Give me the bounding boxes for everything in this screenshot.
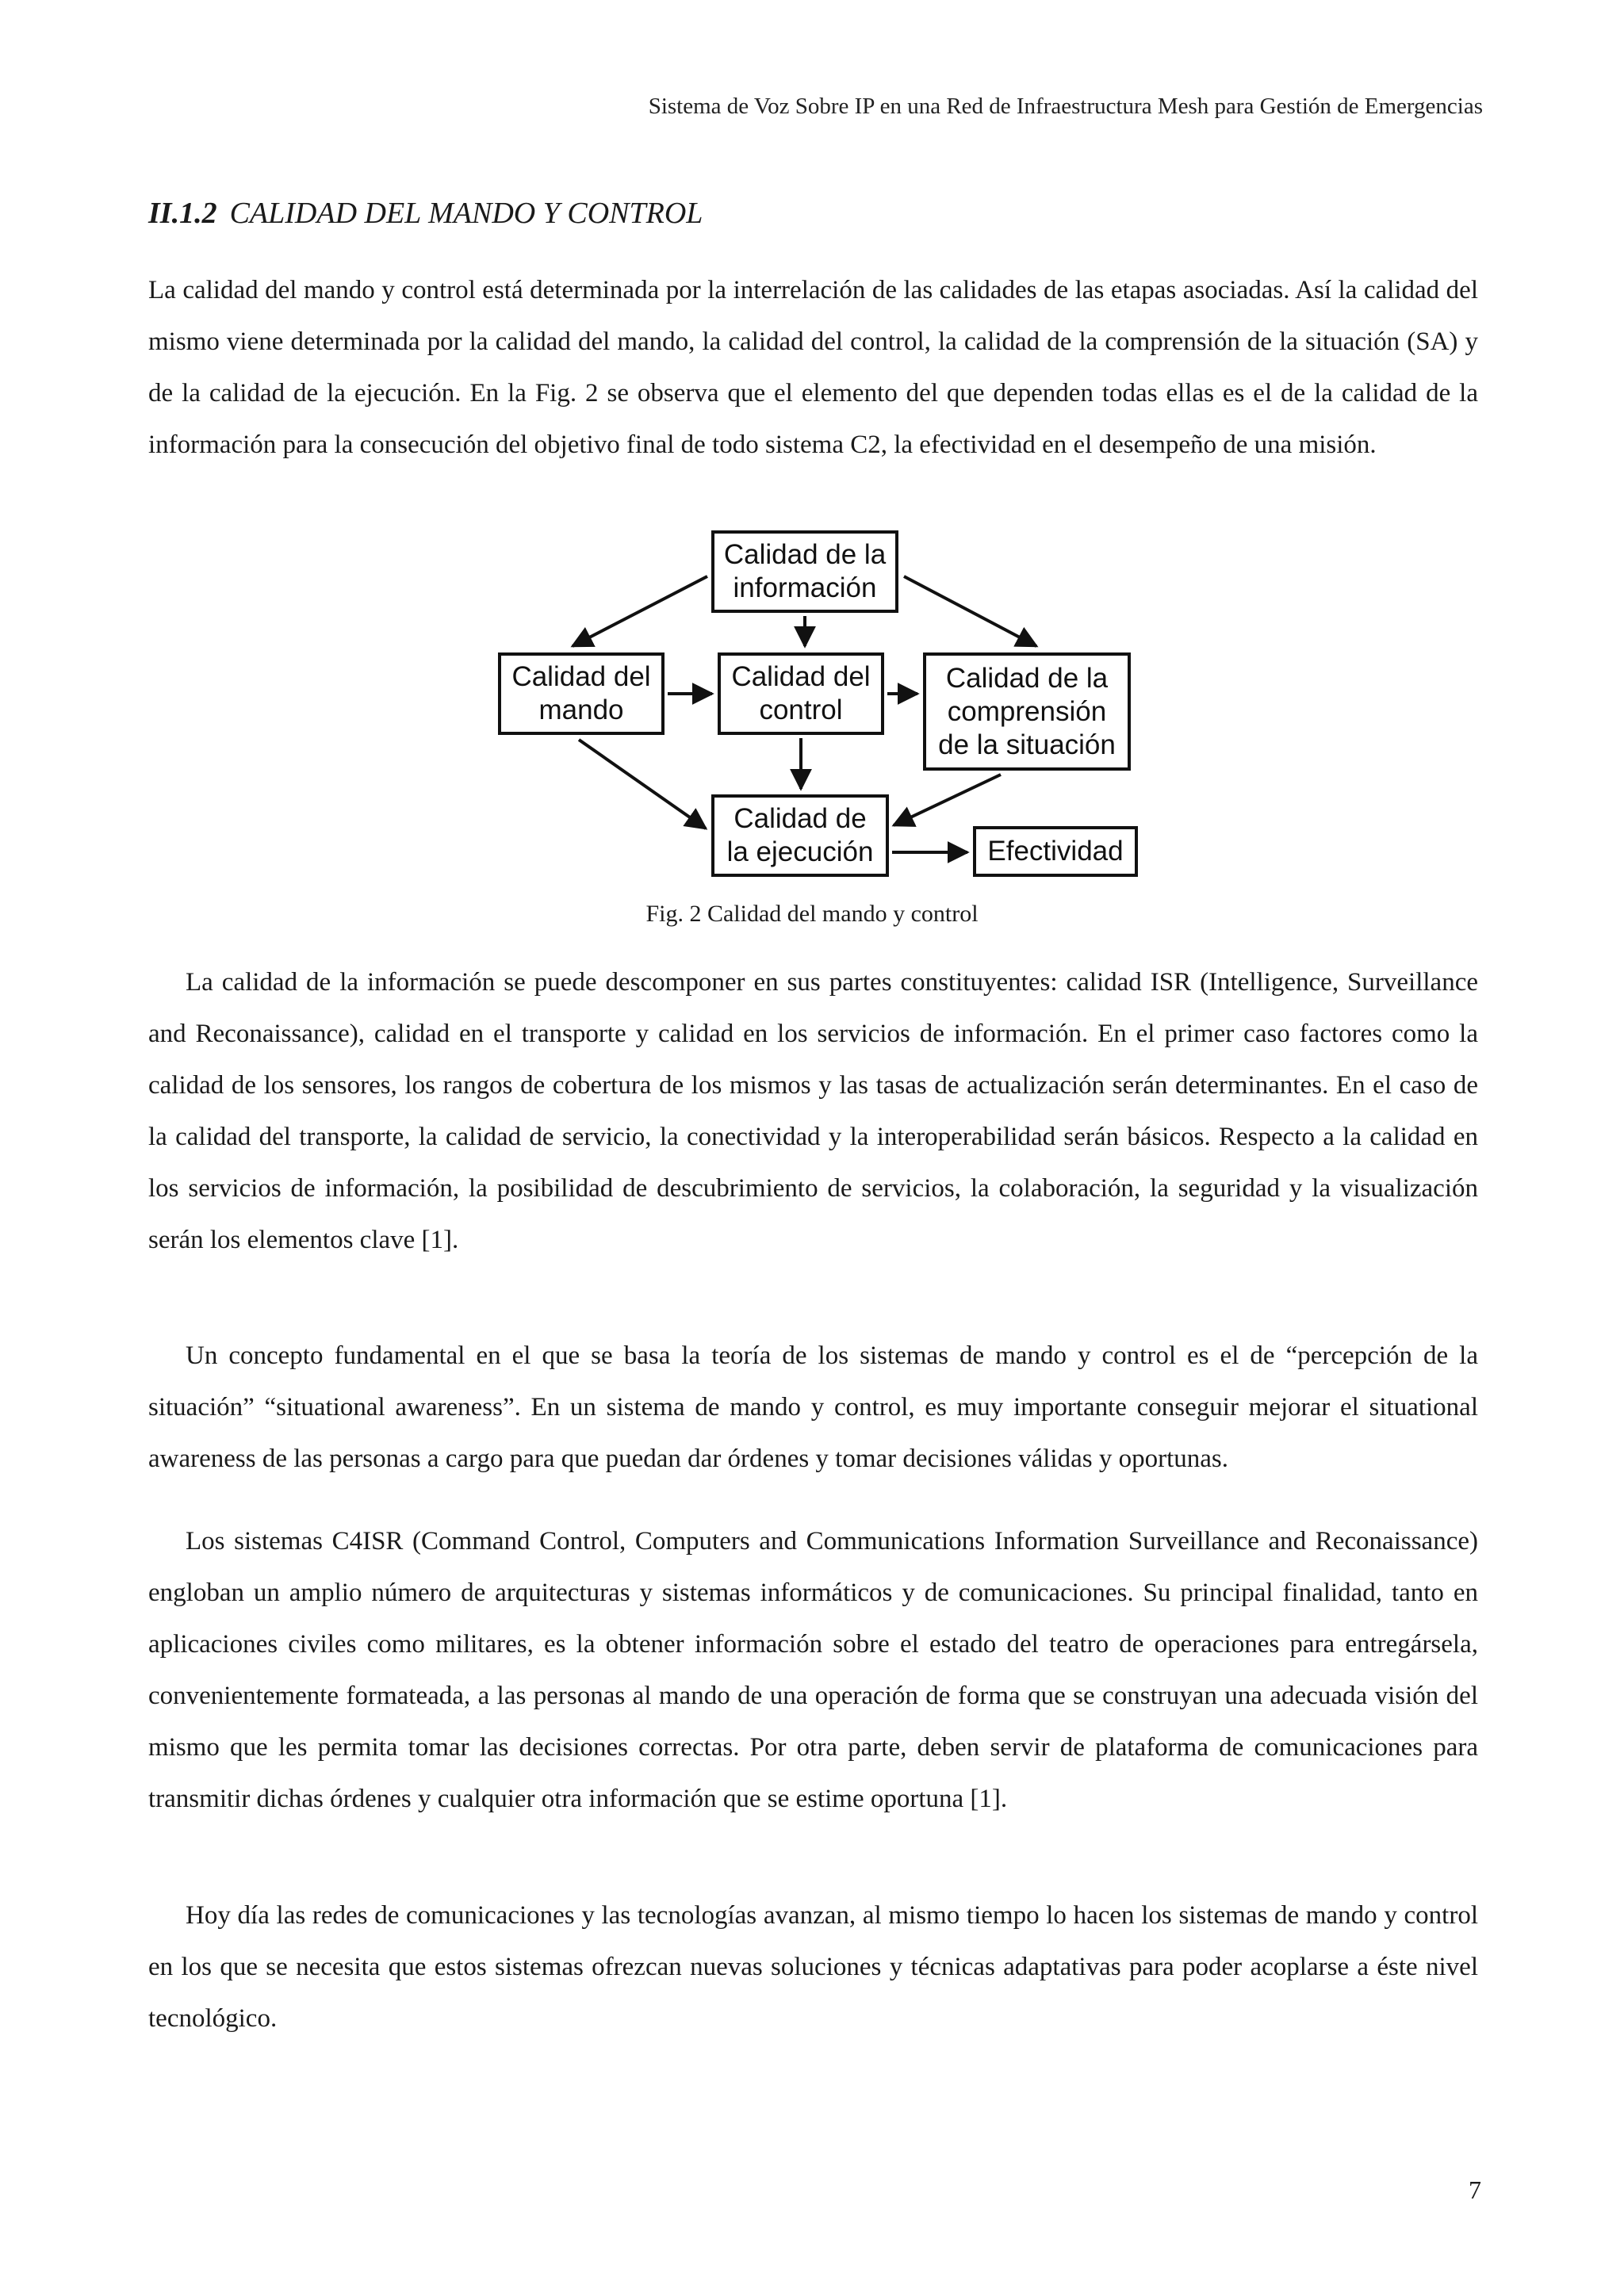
box-calidad-informacion bbox=[711, 530, 898, 613]
paragraph-situational-awareness: Un concepto fundamental en el que se basa la teoría de los sistemas de mando y control es el de “percepción de la situación” “situational awareness”. En un sistema de mando y control, es muy importante conseguir mejorar el situational awareness de las personas a cargo para que puedan dar órdenes y tomar decisiones válidas y oportunas. bbox=[148, 1341, 1478, 1473]
box-comprension-line1: Calidad de la bbox=[945, 662, 1109, 694]
section-number: II.1.2 bbox=[148, 197, 217, 230]
section-title: CALIDAD DEL MANDO Y CONTROL bbox=[229, 197, 703, 230]
quality-diagram bbox=[493, 527, 1143, 880]
box-ejecucion-line1: Calidad de bbox=[733, 803, 867, 834]
box-ejecucion-line2: la ejecución bbox=[726, 836, 874, 867]
box-calidad-ejecucion bbox=[711, 794, 889, 877]
box-calidad-comprension bbox=[923, 652, 1131, 771]
arrow-mando-to-ejecucion bbox=[579, 740, 706, 828]
figure-caption: Fig. 2 Calidad del mando y control bbox=[645, 901, 979, 927]
box-control-line2: control bbox=[759, 695, 843, 725]
box-efectividad bbox=[973, 826, 1138, 877]
box-efectividad-label: Efectividad bbox=[987, 836, 1124, 867]
box-control-line1: Calidad del bbox=[731, 661, 871, 692]
box-info-line1: Calidad de la bbox=[723, 539, 887, 570]
section-heading bbox=[148, 196, 703, 231]
box-mando-line2: mando bbox=[538, 695, 624, 725]
box-calidad-mando bbox=[498, 652, 665, 735]
paragraph-tecnologias: Hoy día las redes de comunicaciones y las tecnologías avanzan, al mismo tiempo lo hacen los sistemas de mando y control en los que se necesita que estos sistemas ofrezcan nuevas soluciones y técnicas adaptativas para poder acoplarse a éste nivel tecnológico. bbox=[148, 1901, 1478, 2033]
box-comprension-line2: comprensión bbox=[947, 695, 1107, 727]
box-mando-line1: Calidad del bbox=[511, 661, 651, 692]
box-info-line2: información bbox=[733, 572, 877, 603]
paragraph-intro: La calidad del mando y control está determinada por la interrelación de las calidades de las etapas asociadas. Así la calidad del mismo viene determinada por la calidad del mando, la calidad del control, la calidad de la comprensión de la situación (SA) y de la calidad de la ejecución. En la Fig. 2 se observa que el elemento del que dependen todas ellas es el de la calidad de la información para la consecución del objetivo final de todo sistema C2, la efectividad en el desempeño de una misión. bbox=[148, 276, 1478, 459]
box-calidad-control bbox=[718, 652, 884, 735]
running-header: Sistema de Voz Sobre IP en una Red de Infraestructura Mesh para Gestión de Emergencias bbox=[648, 94, 1483, 119]
paragraph-informacion: La calidad de la información se puede descomponer en sus partes constituyentes: calidad ISR (Intelligence, Surveillance and Reconaissance), calidad en el transporte y calidad en los servicios de información. En el primer caso factores como la calidad de los sensores, los rangos de cobertura de los mismos y las tasas de actualización serán determinantes. En el caso de la calidad del transporte, la calidad de servicio, la conectividad y la interoperabilidad serán básicos. Respecto a la calidad en los servicios de información, la posibilidad de descubrimiento de servicios, la colaboración, la seguridad y la visualización serán los elementos clave [1]. bbox=[148, 968, 1478, 1254]
arrow-info-to-mando bbox=[573, 576, 707, 646]
page-number: 7 bbox=[1469, 2175, 1481, 2204]
box-comprension-line3: de la situación bbox=[938, 729, 1116, 760]
arrow-comprension-to-ejecucion bbox=[894, 775, 1001, 825]
paragraph-c4isr: Los sistemas C4ISR (Command Control, Computers and Communications Information Surveillance and Reconaissance) engloban un amplio número de arquitecturas y sistemas informáticos y de comunicaciones. Su principal finalidad, tanto en aplicaciones civiles como militares, es la obtener información sobre el estado del teatro de operaciones para entregársela, convenientemente formateada, a las personas al mando de una operación de forma que se construyan una adecuada visión del mismo que les permita tomar las decisiones correctas. Por otra parte, deben servir de plataforma de comunicaciones para transmitir dichas órdenes y cualquier otra información que se estime oportuna [1]. bbox=[148, 1527, 1478, 1813]
arrow-info-to-comprension bbox=[904, 576, 1036, 646]
